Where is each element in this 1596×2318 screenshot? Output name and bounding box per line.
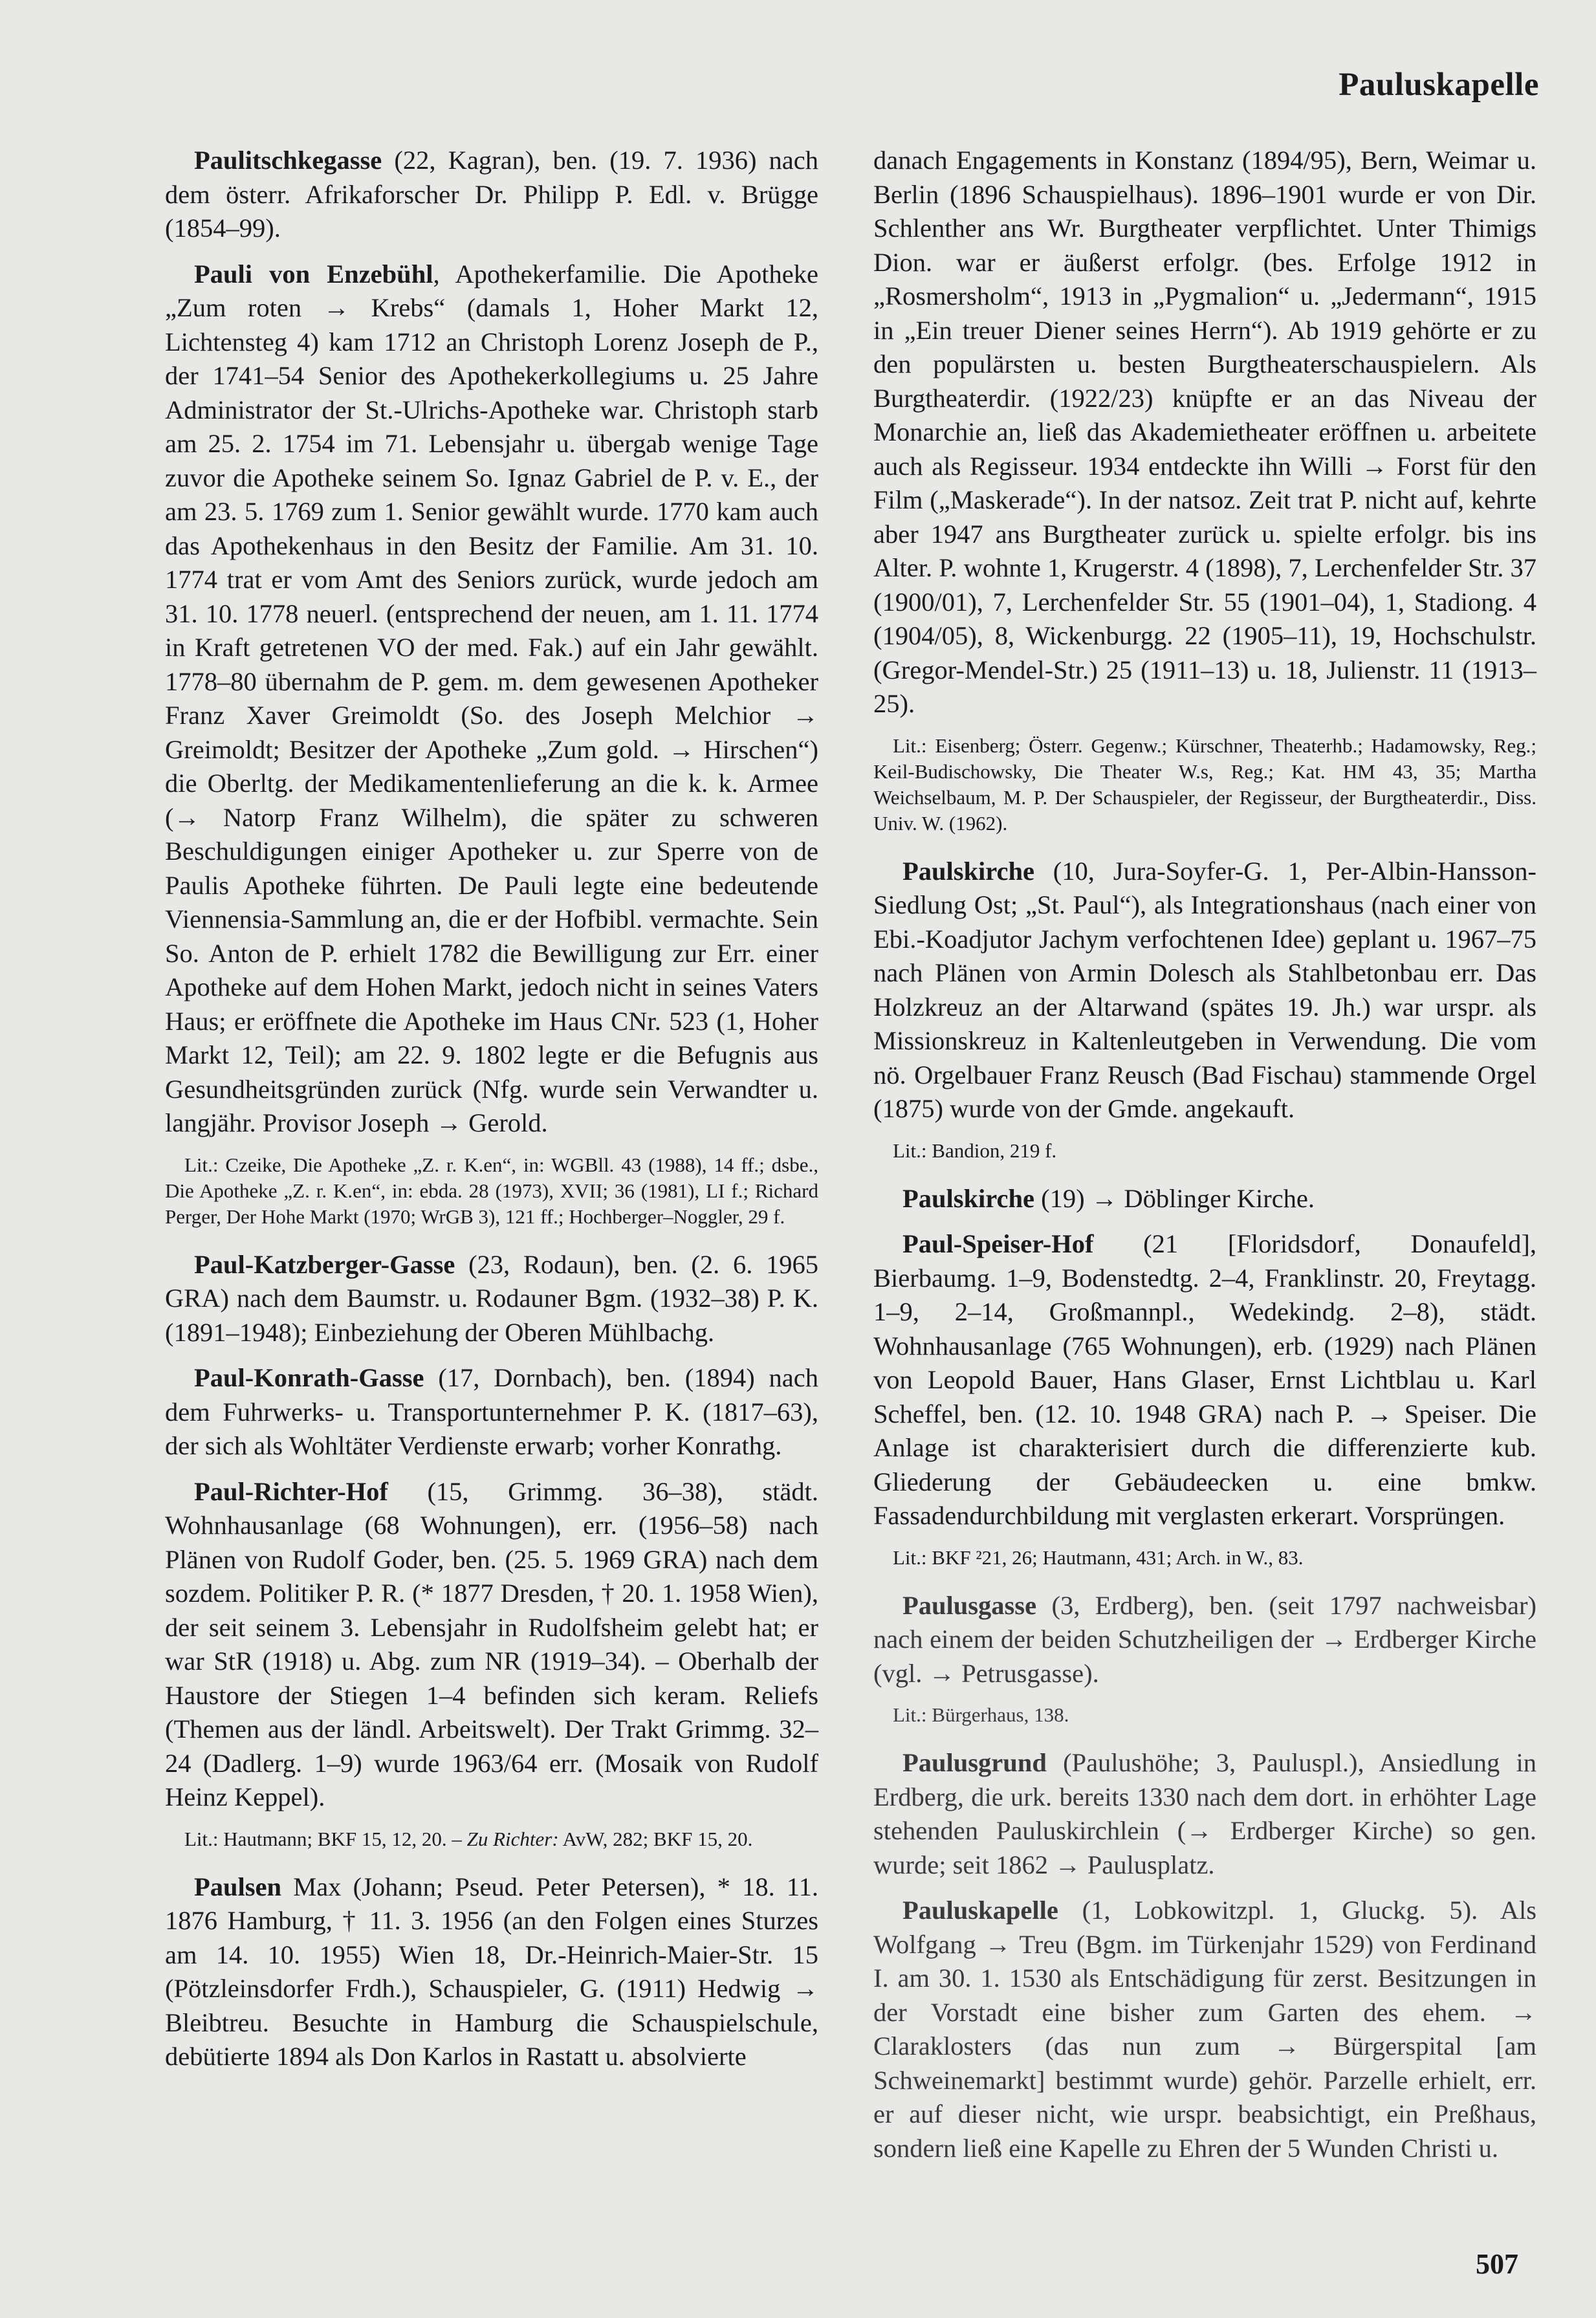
- lemma: Paul-Katzberger-Gasse: [194, 1249, 455, 1279]
- literature-note: Lit.: Eisenberg; Österr. Gegenw.; Kürschner, Theaterhb.; Hadamowsky, Reg.; Keil-Budischowsky, Die Theater W.s, Reg.; Kat. HM 43, 35; Martha Weichselbaum, M. P. Der Schauspieler, der Regisseur, der Burgtheaterdir., Diss. Univ. W. (1962).: [873, 734, 1536, 835]
- literature-note: Lit.: BKF ²21, 26; Hautmann, 431; Arch. in W., 83.: [893, 1546, 1304, 1569]
- entry-text: Max (Johann; Pseud. Peter Petersen), * 18. 11. 1876 Hamburg, † 11. 3. 1956 (an den Folgen eines Sturzes am 14. 10. 1955) Wien 18, Dr.-Heinrich-Maier-Str. 15 (Pötzleinsdorfer Frdh.), Schauspieler, G. (1911) Hedwig → Bleibtreu. Besuchte in Hamburg die Schauspielschule, debütierte 1894 als Don Karlos in Rastatt u. absolvierte: [165, 1872, 818, 2071]
- literature-note: Lit.: Hautmann; BKF 15, 12, 20. – Zu Richter: AvW, 282; BKF 15, 20.: [184, 1827, 753, 1850]
- entry-paulskirche-19: [873, 1182, 1536, 1216]
- entry-pauluskapelle: [873, 1894, 1536, 2165]
- entry-paul-speiser-hof: [873, 1227, 1536, 1533]
- entry-text: (15, Grimmg. 36–38), städt. Wohnhausanlage (68 Wohnungen), err. (1956–58) nach Plänen von Rudolf Goder, ben. (25. 5. 1969 GRA) nach dem sozdem. Politiker P. R. (* 1877 Dresden, † 20. 1. 1958 Wien), der seit seinem 3. Lebensjahr in Rudolfsheim gelebt hat; er war StR (1918) u. Abg. zum NR (1919–34). – Oberhalb der Haustore der Stiegen 1–4 befinden sich keram. Reliefs (Themen aus der ländl. Arbeitswelt). Der Trakt Grimmg. 32–24 (Dadlerg. 1–9) wurde 1963/64 err. (Mosaik von Rudolf Heinz Keppel).: [165, 1476, 818, 1811]
- entry-text: (17, Dornbach), ben. (1894) nach dem Fuhrwerks- u. Transportunternehmer P. K. (1817–63), der sich als Wohltäter Verdienste erwarb; vorher Konrathg.: [165, 1363, 818, 1460]
- lemma: Paulusgrund: [902, 1748, 1047, 1777]
- entry-pauli-von-enzebuehl: [165, 257, 818, 1141]
- entry-text: (Paulushöhe; 3, Pauluspl.), Ansiedlung in Erdberg, die urk. bereits 1330 nach dem dort. in erhöhter Lage stehenden Pauluskirchlein (→ Erdberger Kirche) so gen. wurde; seit 1862 → Paulusplatz.: [873, 1748, 1536, 1879]
- entry-text: , Apothekerfamilie. Die Apotheke „Zum roten → Krebs“ (damals 1, Hoher Markt 12, Lichtensteg 4) kam 1712 an Christoph Lorenz Joseph de P., der 1741–54 Senior des Apothekerkollegiums u. 25 Jahre Administrator der St.-Ulrichs-Apotheke war. Christoph starb am 25. 2. 1754 im 71. Lebensjahr u. übergab wenige Tage zuvor die Apotheke seinem So. Ignaz Gabriel de P. v. E., der am 23. 5. 1769 zum 1. Senior gewählt wurde. 1770 kam auch das Apothekenhaus in den Besitz der Familie. Am 31. 10. 1774 trat er vom Amt des Seniors zurück, wurde jedoch am 31. 10. 1778 neuerl. (entsprechend der neuen, am 1. 11. 1774 in Kraft getretenen VO der med. Fak.) auf ein Jahr gewählt. 1778–80 übernahm de P. gem. m. dem gewesenen Apotheker Franz Xaver Greimoldt (So. des Joseph Melchior → Greimoldt; Besitzer der Apotheke „Zum gold. → Hirschen“) die Oberltg. der Medikamentenlieferung an die k. k. Armee (→ Natorp Franz Wilhelm), die später zu schweren Beschuldigungen einiger Apotheker u. zur Sperre von de Paulis Apotheke führten. De Pauli legte eine bedeutende Viennensia-Sammlung an, die er der Hofbibl. vermachte. Sein So. Anton de P. erhielt 1782 die Bewilligung zur Err. einer Apotheke auf dem Hohen Markt, jedoch nicht in seines Vaters Haus; er eröffnete die Apotheke im Haus CNr. 523 (1, Hoher Markt 12, Teil); am 22. 9. 1802 legte er die Befugnis aus Gesundheitsgründen zurück (Nfg. wurde sein Verwandter u. langjähr. Provisor Joseph → Gerold.: [165, 259, 818, 1137]
- entry-text: (23, Rodaun), ben. (2. 6. 1965 GRA) nach dem Baumstr. u. Rodauner Bgm. (1932–38) P. K. (1891–1948); Einbeziehung der Oberen Mühlbachg.: [165, 1249, 818, 1347]
- literature-note: Lit.: Czeike, Die Apotheke „Z. r. K.en“, in: WGBll. 43 (1988), 14 ff.; dsbe., Die Apotheke „Z. r. K.en“, in: ebda. 28 (1973), XVII; 36 (1981), LI f.; Richard Perger, Der Hohe Markt (1970; WrGB 3), 121 ff.; Hochberger–Noggler, 29 f.: [165, 1153, 818, 1228]
- lemma: Paulusgasse: [902, 1590, 1037, 1620]
- page-number: 507: [1476, 2248, 1518, 2280]
- left-column: [165, 144, 818, 2086]
- lemma: Paul-Speiser-Hof: [902, 1229, 1094, 1258]
- entry-paulusgrund: [873, 1746, 1536, 1882]
- lemma: Paulskirche: [902, 856, 1035, 886]
- entry-paulsen-continued: [873, 144, 1536, 721]
- entry-text: (22, Kagran), ben. (19. 7. 1936) nach dem österr. Afrikaforscher Dr. Philipp P. Edl. v. Brügge (1854–99).: [165, 146, 818, 243]
- entry-paulusgasse: [873, 1589, 1536, 1691]
- running-head: Pauluskapelle: [1339, 67, 1539, 103]
- literature-note: Lit.: Bandion, 219 f.: [893, 1139, 1057, 1162]
- literature-note: Lit.: Bürgerhaus, 138.: [893, 1703, 1069, 1726]
- entry-paul-konrath-gasse: [165, 1361, 818, 1463]
- entry-text: danach Engagements in Konstanz (1894/95), Bern, Weimar u. Berlin (1896 Schauspielhaus). 1896–1901 wurde er von Dir. Schlenther ans Wr. Burgtheater verpflichtet. Unter Thimigs Dion. war er äußerst erfolgr. (bes. Erfolge 1912 in „Rosmersholm“, 1913 in „Pygmalion“ u. „Jedermann“, 1915 in „Ein treuer Diener seines Herrn“). Ab 1919 gehörte er zu den populärsten u. besten Burgtheaterschauspielern. Als Burgtheaterdir. (1922/23) knüpfte er an das Niveau der Monarchie an, ließ das Akademietheater eröffnen u. arbeitete auch als Regisseur. 1934 entdeckte ihn Willi → Forst für den Film („Maskerade“). In der natsoz. Zeit trat P. nicht auf, kehrte aber 1947 ans Burgtheater zurück u. spielte erfolgr. bis ins Alter. P. wohnte 1, Krugerstr. 4 (1898), 7, Lerchenfelder Str. 37 (1900/01), 7, Lerchenfelder Str. 55 (1901–04), 1, Stadiong. 4 (1904/05), 8, Wickenburgg. 22 (1905–11), 19, Hochschulstr. (Gregor-Mendel-Str.) 25 (1911–13) u. 18, Julienstr. 11 (1913–25).: [873, 146, 1536, 718]
- lemma: Paulsen: [194, 1872, 282, 1901]
- entry-text: (19) → Döblinger Kirche.: [1034, 1183, 1315, 1213]
- entry-paul-richter-hof: [165, 1475, 818, 1815]
- lemma: Pauluskapelle: [902, 1896, 1058, 1925]
- entry-text: (10, Jura-Soyfer-G. 1, Per-Albin-Hansson-Siedlung Ost; „St. Paul“), als Integrationshaus (nach einer von Ebi.-Koadjutor Jachym verfochtenen Idee) geplant u. 1967–75 nach Plänen von Armin Dolesch als Stahlbetonbau err. Das Holzkreuz an der Altarwand (spätes 19. Jh.) war urspr. als Missionskreuz in Kaltenleutgeben in Verwendung. Die vom nö. Orgelbauer Franz Reusch (Bad Fischau) stammende Orgel (1875) wurde von der Gmde. angekauft.: [873, 856, 1536, 1123]
- entry-paulskirche-10: [873, 855, 1536, 1126]
- lemma: Paul-Konrath-Gasse: [194, 1363, 424, 1392]
- right-column: [873, 144, 1536, 2177]
- lemma: Paul-Richter-Hof: [194, 1476, 388, 1506]
- lemma: Paulskirche: [902, 1183, 1035, 1213]
- entry-text: (1, Lobkowitzpl. 1, Gluckg. 5). Als Wolfgang → Treu (Bgm. im Türkenjahr 1529) von Ferdinand I. am 30. 1. 1530 als Entschädigung für zerst. Besitzungen in der Vorstadt eine bisher zum Garten des ehem. → Claraklosters (das nun zum → Bürgerspital [am Schweinemarkt] bestimmt wurde) gehör. Parzelle erhielt, err. er auf dieser nicht, wie urspr. beabsichtigt, ein Preßhaus, sondern ließ eine Kapelle zu Ehren der 5 Wunden Christi u.: [873, 1896, 1536, 2163]
- entry-paulsen: [165, 1870, 818, 2074]
- lemma: Pauli von Enzebühl: [194, 259, 433, 289]
- lemma: Paulitschkegasse: [194, 146, 382, 175]
- entry-paul-katzberger-gasse: [165, 1248, 818, 1350]
- entry-text: (3, Erdberg), ben. (seit 1797 nachweisbar) nach einem der beiden Schutzheiligen der → Erdberger Kirche (vgl. → Petrusgasse).: [873, 1590, 1536, 1688]
- entry-text: (21 [Floridsdorf, Donaufeld], Bierbaumg. 1–9, Bodenstedtg. 2–4, Franklinstr. 20, Freytagg. 1–9, 2–14, Großmannpl., Wedekindg. 2–8), städt. Wohnhausanlage (765 Wohnungen), erb. (1929) nach Plänen von Leopold Bauer, Hans Glaser, Ernst Lichtblau u. Karl Scheffel, ben. (12. 10. 1948 GRA) nach P. → Speiser. Die Anlage ist charakterisiert durch die differenzierte kub. Gliederung der Gebäudeecken u. eine bmkw. Fassadendurchbildung mit verglasten erkerart. Vorsprüngen.: [873, 1229, 1536, 1530]
- entry-paulitschkegasse: [165, 144, 818, 246]
